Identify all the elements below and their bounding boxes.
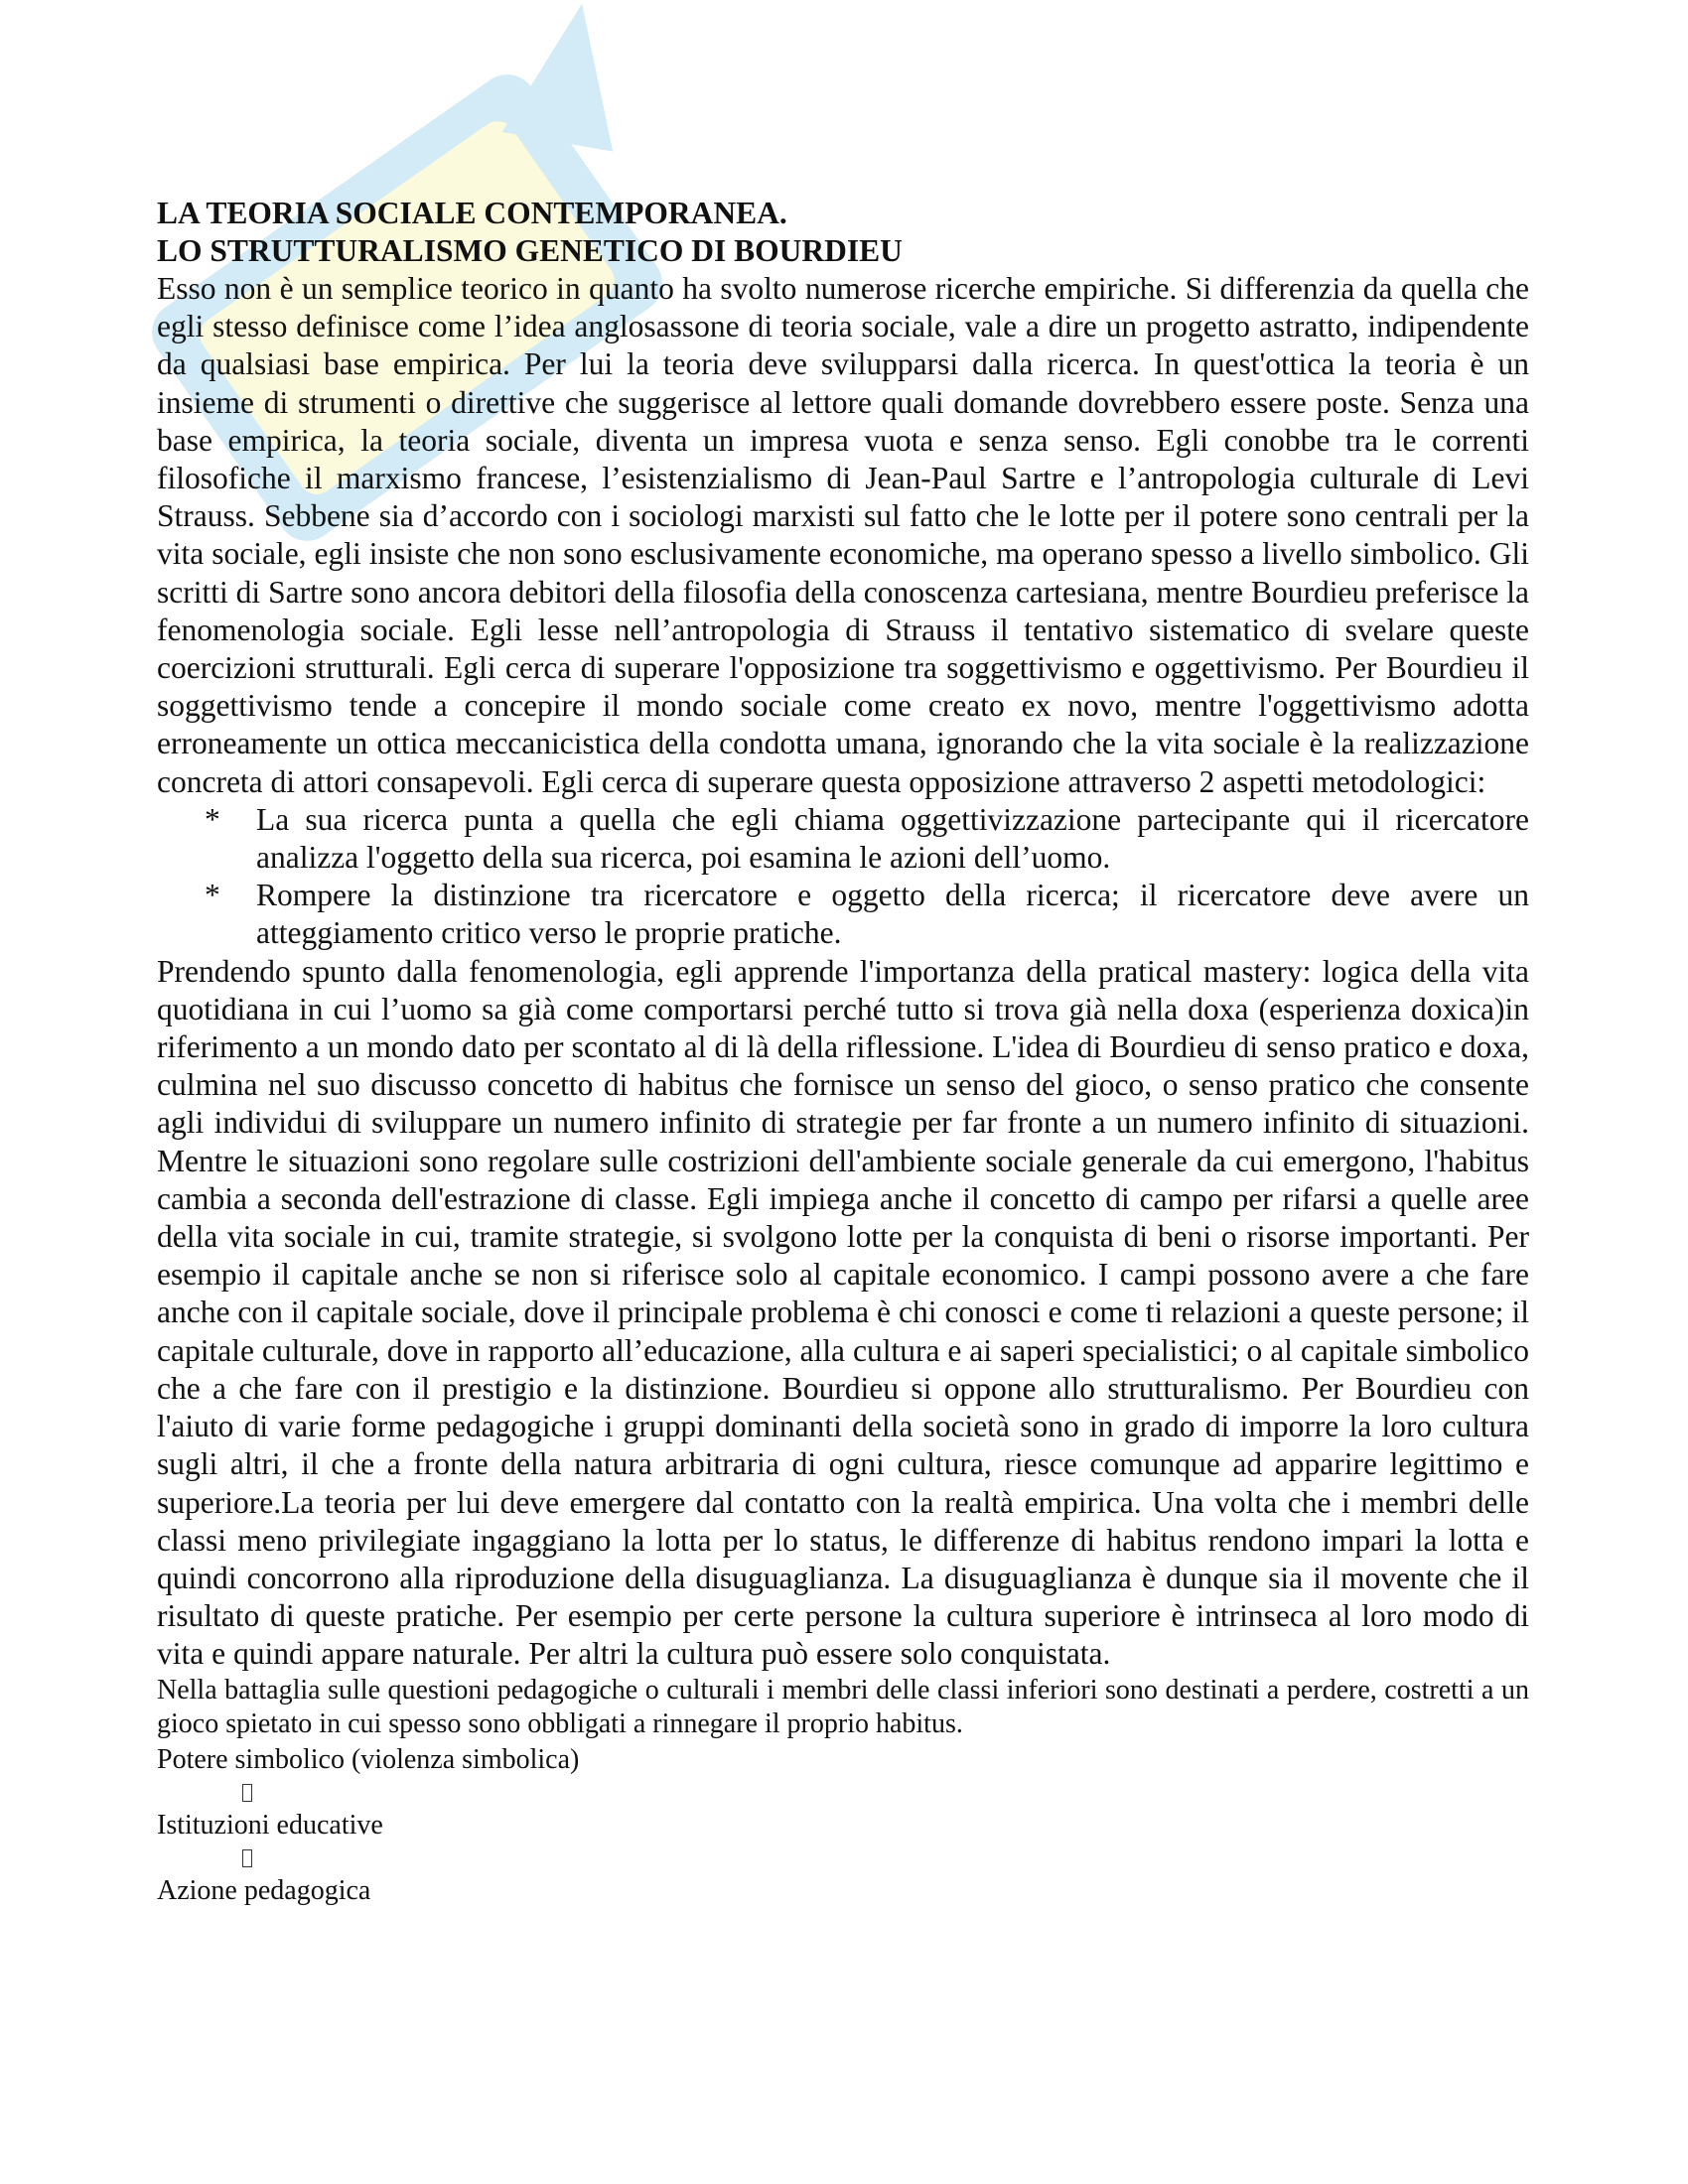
flow-step-azione-pedagogica: Azione pedagogica [157,1874,371,1906]
flow-step-istituzioni-educative: Istituzioni educative [157,1809,383,1841]
document-page [157,195,1529,1909]
bullet-star-icon: * [205,878,220,913]
watermark-arrow [468,4,661,198]
paragraph-2: Prendendo spunto dalla fenomenologia, egli apprende l'importanza della pratical mastery: logica della vita quotidiana in cui l’uomo sa già come comportarsi perché tutto si trova già nella doxa (esperienza doxica)in riferimento a un mondo dato per scontato al di là della riflessione. L'idea di Bourdieu di senso pratico e doxa, culmina nel suo discusso concetto di habitus che fornisce un senso del gioco, o senso pratico che consente agli individui di sviluppare un numero infinito di strategie per far fronte a un numero infinito di situazioni. Mentre le situazioni sono regolare sulle costrizioni dell'ambiente sociale generale da cui emergono, l'habitus cambia a seconda dell'estrazione di classe. Egli impiega anche il concetto di campo per rifarsi a quelle aree della vita sociale in cui, tramite strategie, si svolgono lotte per la conquista di beni o risorse importanti. Per esempio il capitale anche se non si riferisce solo al capitale economico. I campi possono avere a che fare anche con il capitale sociale, dove il principale problema è chi conosci e come ti relazioni a queste persone; il capitale culturale, dove in rapporto all’educazione, alla cultura e ai saperi specialistici; o al capitale simbolico che a che fare con il prestigio e la distinzione. Bourdieu si oppone allo strutturalismo. Per Bourdieu con l'aiuto di varie forme pedagogiche i gruppi dominanti della società sono in grado di imporre la loro cultura sugli altri, il che a fronte della natura arbitraria di ogni cultura, riesce comunque ad apparire legittimo e superiore.La teoria per lui deve emergere dal contatto con la realtà empirica. Una volta che i membri delle classi meno privilegiate ingaggiano la lotta per lo status, le differenze di habitus rendono impari la lotta e quindi concorrono alla riproduzione della disuguaglianza. La disuguaglianza è dunque sia il movente che il risultato di queste pratiche. Per esempio per certe persone la cultura superiore è intrinseca al loro modo di vita e quindi appare naturale. Per altri la cultura può essere solo conquistata. [157,953,1529,1672]
flow-step-potere-simbolico: Potere simbolico (violenza simbolica) [157,1743,580,1775]
paragraph-3: Nella battaglia sulle questioni pedagogiche o culturali i membri delle classi inferiori sono destinati a perdere, costretti a un gioco spietato in cui spesso sono obbligati a rinnegare il proprio habitus. [157,1674,1529,1740]
list-item-text: Rompere la distinzione tra ricercatore e oggetto della ricerca; il ricercatore deve avere un atteggiamento critico verso le proprie pratiche. [256,878,1529,951]
down-arrow-icon [242,1849,252,1867]
bullet-star-icon: * [205,801,220,837]
down-arrow-icon [242,1784,252,1802]
document-title-line2: LO STRUTTURALISMO GENETICO DI BOURDIEU [157,233,903,268]
document-title-line1: LA TEORIA SOCIALE CONTEMPORANEA. [157,196,787,230]
list-item-text: La sua ricerca punta a quella che egli chiama oggettivizzazione partecipante qui il ricercatore analizza l'oggetto della sua ricerca, poi esamina le azioni dell’uomo. [256,801,1529,876]
list-item [157,877,1529,952]
methodology-list [157,801,1529,953]
flow-diagram [157,1742,1529,1909]
list-item [157,801,1529,877]
paragraph-1: Esso non è un semplice teorico in quanto ha svolto numerose ricerche empiriche. Si differenzia da quella che egli stesso definisce come l’idea anglosassone di teoria sociale, vale a dire un progetto astratto, indipendente da qualsiasi base empirica. Per lui la teoria deve svilupparsi dalla ricerca. In quest'ottica la teoria è un insieme di strumenti o direttive che suggerisce al lettore quali domande dovrebbero essere poste. Senza una base empirica, la teoria sociale, diventa un impresa vuota e senza senso. Egli conobbe tra le correnti filosofiche il marxismo francese, l’esistenzialismo di Jean-Paul Sartre e l’antropologia culturale di Levi Strauss. Sebbene sia d’accordo con i sociologi marxisti sul fatto che le lotte per il potere sono centrali per la vita sociale, egli insiste che non sono esclusivamente economiche, ma operano spesso a livello simbolico. Gli scritti di Sartre sono ancora debitori della filosofia della conoscenza cartesiana, mentre Bourdieu preferisce la fenomenologia sociale. Egli lesse nell’antropologia di Strauss il tentativo sistematico di svelare queste coercizioni strutturali. Egli cerca di superare l'opposizione tra soggettivismo e oggettivismo. Per Bourdieu il soggettivismo tende a concepire il mondo sociale come creato ex novo, mentre l'oggettivismo adotta erroneamente un ottica meccanicistica della condotta umana, ignorando che la vita sociale è la realizzazione concreta di attori consapevoli. Egli cerca di superare questa opposizione attraverso 2 aspetti metodologici: [157,271,1529,799]
